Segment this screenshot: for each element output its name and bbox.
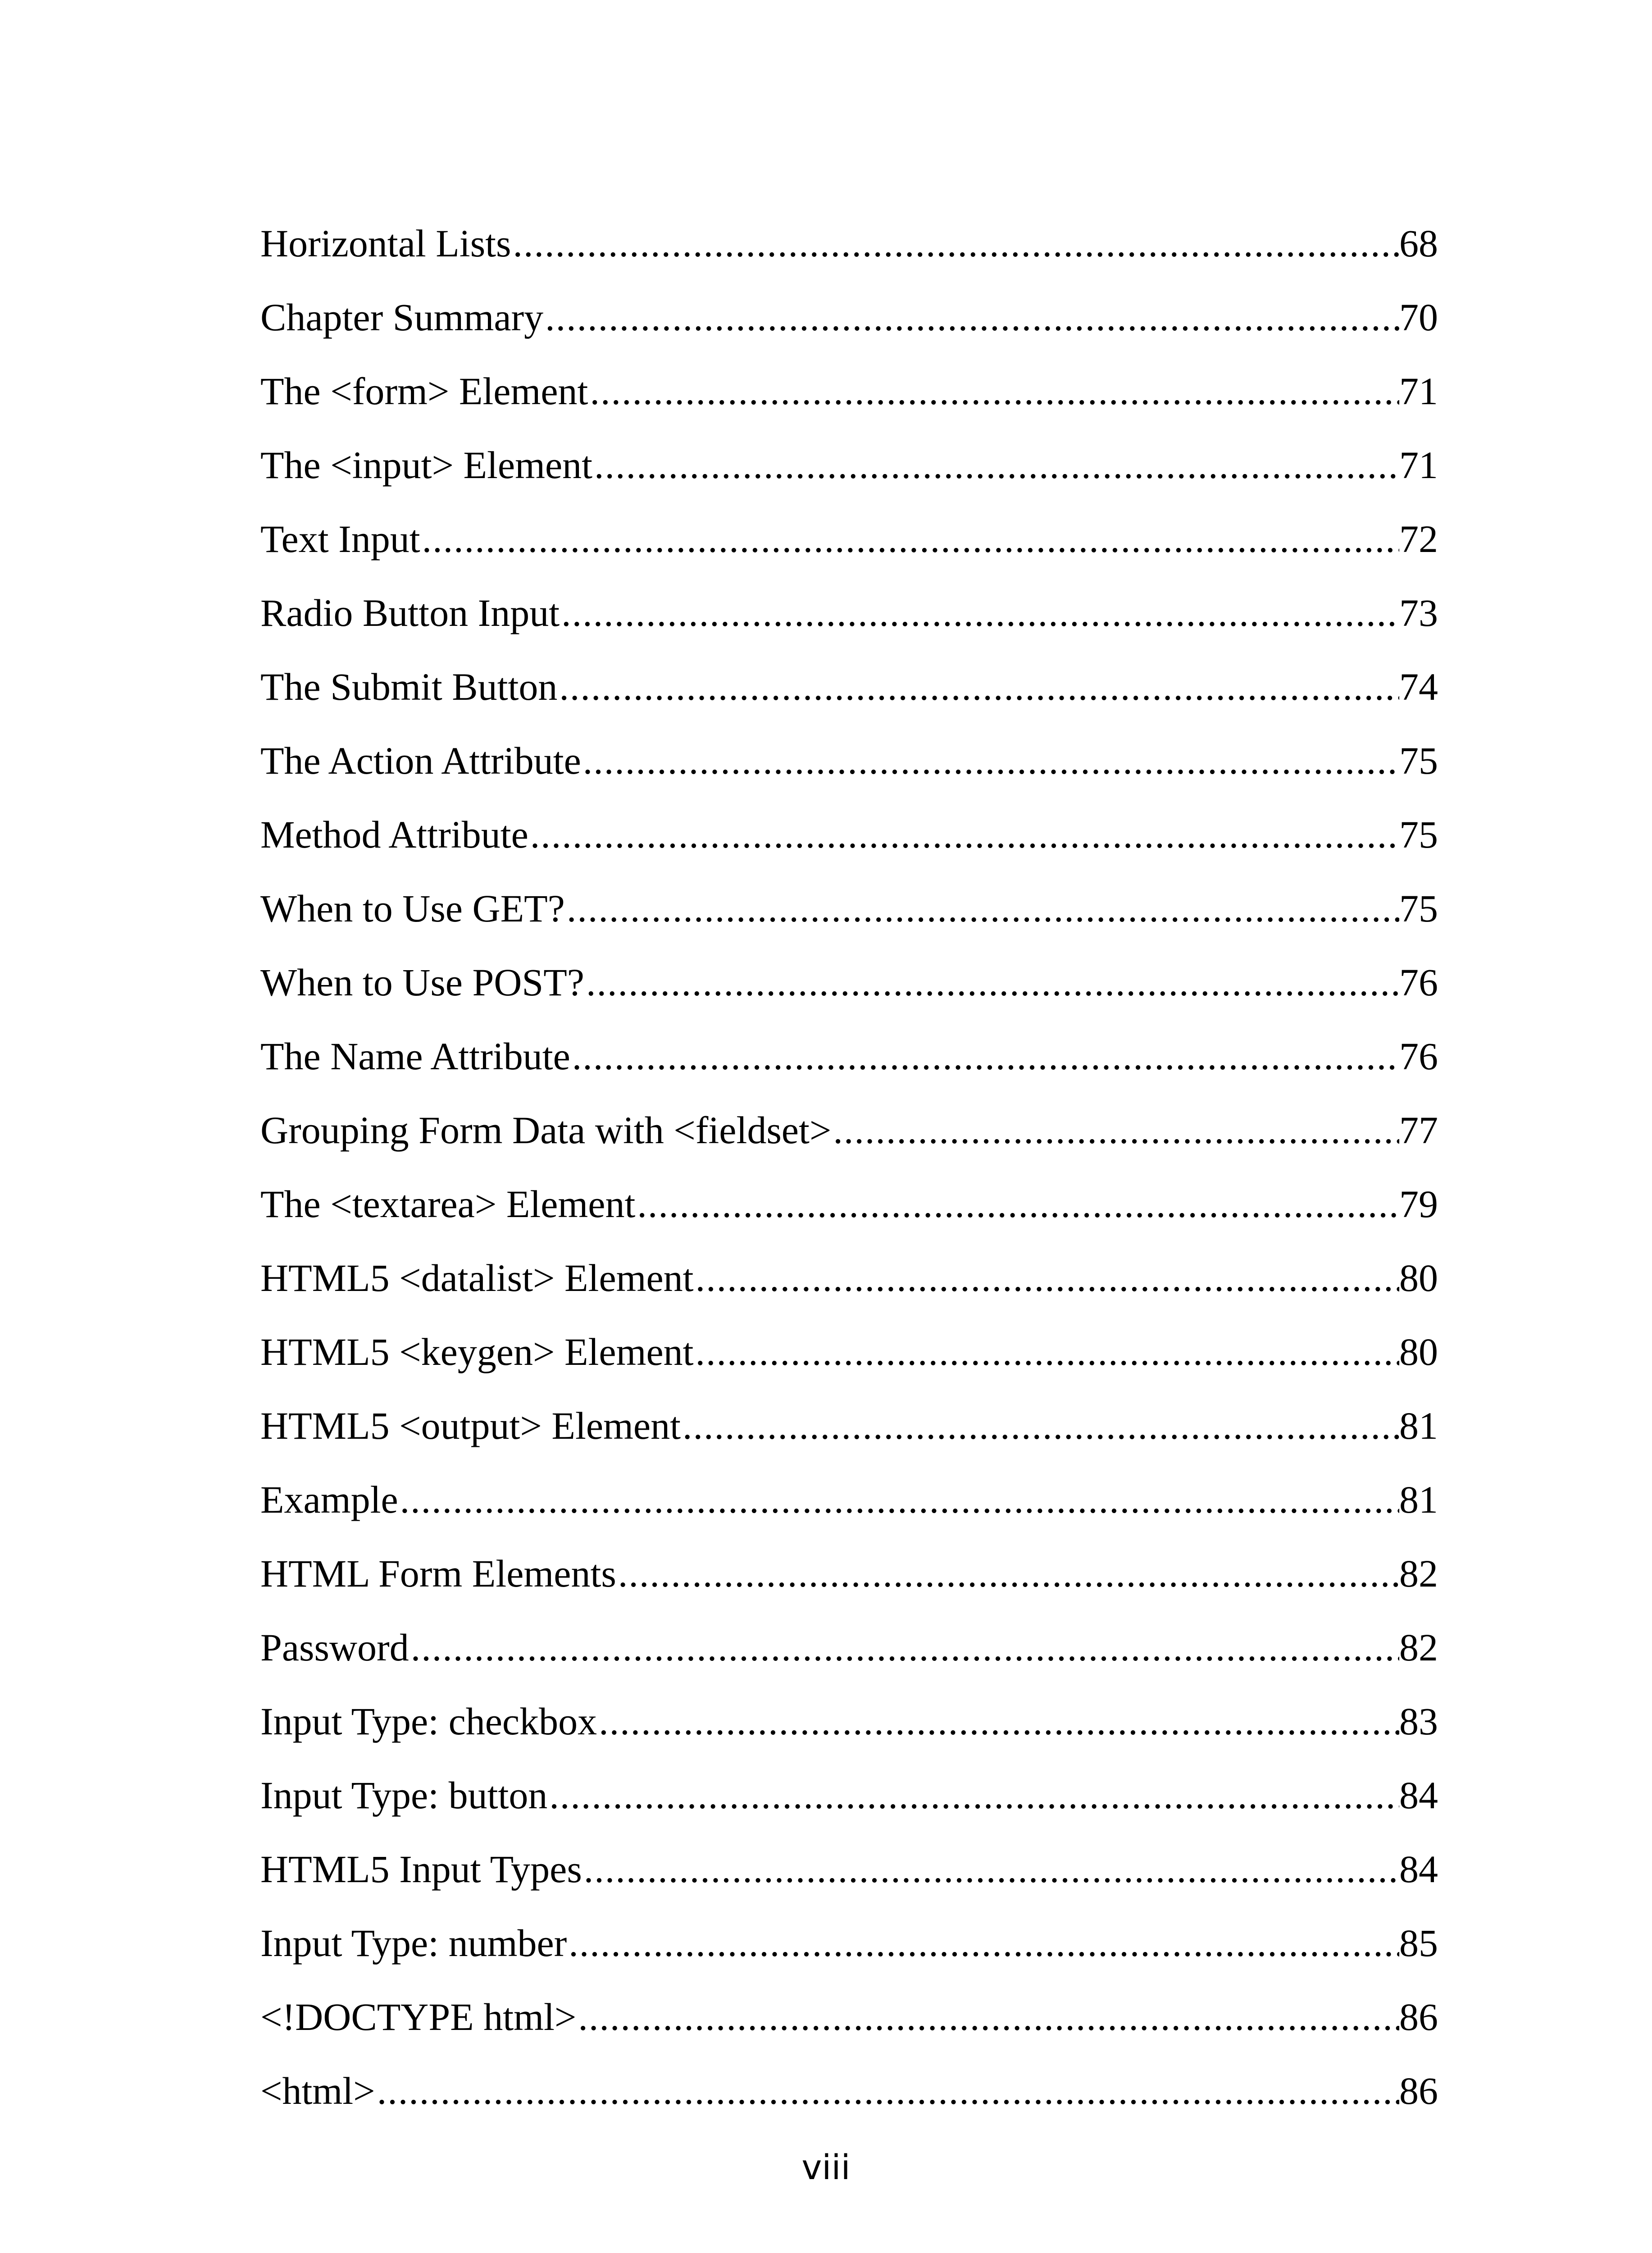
toc-entry-title: The <input> Element — [260, 443, 593, 487]
toc-dot-leader — [831, 1101, 1399, 1159]
toc-dot-leader — [584, 953, 1399, 1012]
toc-entry-page: 76 — [1399, 961, 1438, 1004]
toc-dot-leader — [581, 731, 1399, 790]
toc-entry-title: Text Input — [260, 517, 420, 561]
toc-entry-title: Input Type: checkbox — [260, 1700, 597, 1743]
toc-dot-leader — [543, 288, 1399, 347]
toc-entry-title: Example — [260, 1478, 398, 1521]
toc-entry-page: 83 — [1399, 1700, 1438, 1743]
toc-dot-leader — [565, 879, 1399, 938]
toc-entry-title: When to Use POST? — [260, 961, 584, 1004]
toc-entry-title: The <textarea> Element — [260, 1182, 636, 1226]
toc-entry — [260, 584, 1438, 657]
toc-dot-leader — [398, 1470, 1399, 1529]
toc-entry-title: Password — [260, 1626, 409, 1669]
toc-entry-page: 81 — [1399, 1404, 1438, 1447]
toc-entry-page: 86 — [1399, 1995, 1438, 2039]
toc-dot-leader — [567, 1914, 1399, 1972]
toc-dot-leader — [511, 214, 1399, 273]
toc-entry — [260, 1249, 1438, 1323]
toc-entry-page: 79 — [1399, 1182, 1438, 1226]
toc-entry — [260, 805, 1438, 879]
toc-dot-leader — [681, 1396, 1399, 1455]
toc-entry-page: 82 — [1399, 1626, 1438, 1669]
toc-entry — [260, 1027, 1438, 1101]
page-number: viii — [801, 2147, 851, 2187]
toc-entry-page: 84 — [1399, 1847, 1438, 1891]
toc-entry — [260, 731, 1438, 805]
toc-dot-leader — [375, 2061, 1399, 2120]
toc-entry-title: When to Use GET? — [260, 887, 565, 930]
toc-entry-page: 75 — [1399, 739, 1438, 782]
toc-entry-page: 81 — [1399, 1478, 1438, 1521]
toc-entry — [260, 1766, 1438, 1840]
toc-entry-page: 77 — [1399, 1108, 1438, 1152]
toc-entry-page: 70 — [1399, 296, 1438, 339]
toc-dot-leader — [694, 1323, 1399, 1381]
toc-dot-leader — [576, 1988, 1399, 2046]
toc-entry-page: 85 — [1399, 1921, 1438, 1965]
toc-entry — [260, 1988, 1438, 2061]
toc-entry-page: 74 — [1399, 665, 1438, 708]
toc-dot-leader — [582, 1840, 1399, 1898]
toc-entry — [260, 657, 1438, 731]
toc-entry-page: 72 — [1399, 517, 1438, 561]
toc-entry — [260, 1692, 1438, 1766]
toc-entry-title: Grouping Form Data with <fieldset> — [260, 1108, 832, 1152]
toc-entry-page: 80 — [1399, 1330, 1438, 1373]
toc-entry-page: 68 — [1399, 222, 1438, 265]
toc-entry-title: Chapter Summary — [260, 296, 544, 339]
toc-entry-title: The Name Attribute — [260, 1035, 570, 1078]
toc-dot-leader — [635, 1175, 1399, 1233]
toc-entry — [260, 288, 1438, 362]
toc-dot-leader — [592, 436, 1399, 494]
toc-dot-leader — [409, 1618, 1399, 1677]
table-of-contents — [260, 214, 1438, 2135]
toc-entry — [260, 1323, 1438, 1396]
toc-entry-title: Horizontal Lists — [260, 222, 511, 265]
toc-dot-leader — [570, 1027, 1399, 1085]
toc-dot-leader — [694, 1249, 1399, 1307]
toc-entry-title: Radio Button Input — [260, 591, 560, 634]
toc-entry — [260, 879, 1438, 953]
toc-entry-page: 76 — [1399, 1035, 1438, 1078]
toc-entry — [260, 953, 1438, 1027]
toc-entry — [260, 362, 1438, 436]
toc-entry — [260, 1101, 1438, 1175]
toc-entry-page: 71 — [1399, 369, 1438, 413]
toc-entry-title: HTML Form Elements — [260, 1552, 616, 1595]
toc-entry-title: HTML5 <output> Element — [260, 1404, 681, 1447]
toc-entry-page: 75 — [1399, 887, 1438, 930]
toc-entry-page: 71 — [1399, 443, 1438, 487]
toc-entry — [260, 214, 1438, 288]
toc-entry — [260, 1840, 1438, 1914]
toc-entry-title: HTML5 <datalist> Element — [260, 1256, 694, 1300]
toc-entry-page: 82 — [1399, 1552, 1438, 1595]
toc-entry — [260, 1544, 1438, 1618]
toc-dot-leader — [547, 1766, 1399, 1824]
toc-dot-leader — [616, 1544, 1399, 1603]
toc-dot-leader — [528, 805, 1399, 864]
toc-entry-title: Input Type: button — [260, 1774, 548, 1817]
toc-entry — [260, 510, 1438, 584]
toc-entry-title: Input Type: number — [260, 1921, 567, 1965]
toc-dot-leader — [420, 510, 1399, 568]
toc-dot-leader — [557, 657, 1399, 716]
toc-entry — [260, 1914, 1438, 1988]
toc-entry-page: 86 — [1399, 2069, 1438, 2112]
toc-entry-page: 75 — [1399, 813, 1438, 856]
toc-dot-leader — [597, 1692, 1399, 1751]
toc-entry-page: 80 — [1399, 1256, 1438, 1300]
toc-entry — [260, 1175, 1438, 1249]
toc-entry — [260, 436, 1438, 510]
toc-dot-leader — [588, 362, 1399, 420]
toc-entry — [260, 1470, 1438, 1544]
toc-entry-title: The Action Attribute — [260, 739, 581, 782]
toc-entry-title: The Submit Button — [260, 665, 558, 708]
toc-entry-page: 73 — [1399, 591, 1438, 634]
toc-entry-title: HTML5 Input Types — [260, 1847, 582, 1891]
toc-entry — [260, 2061, 1438, 2135]
toc-dot-leader — [560, 584, 1399, 642]
toc-entry-title: <html> — [260, 2069, 375, 2112]
toc-entry-title: The <form> Element — [260, 369, 588, 413]
toc-entry-page: 84 — [1399, 1774, 1438, 1817]
toc-entry-title: HTML5 <keygen> Element — [260, 1330, 694, 1373]
toc-entry — [260, 1396, 1438, 1470]
toc-entry-title: Method Attribute — [260, 813, 528, 856]
toc-entry-title: <!DOCTYPE html> — [260, 1995, 577, 2039]
toc-entry — [260, 1618, 1438, 1692]
